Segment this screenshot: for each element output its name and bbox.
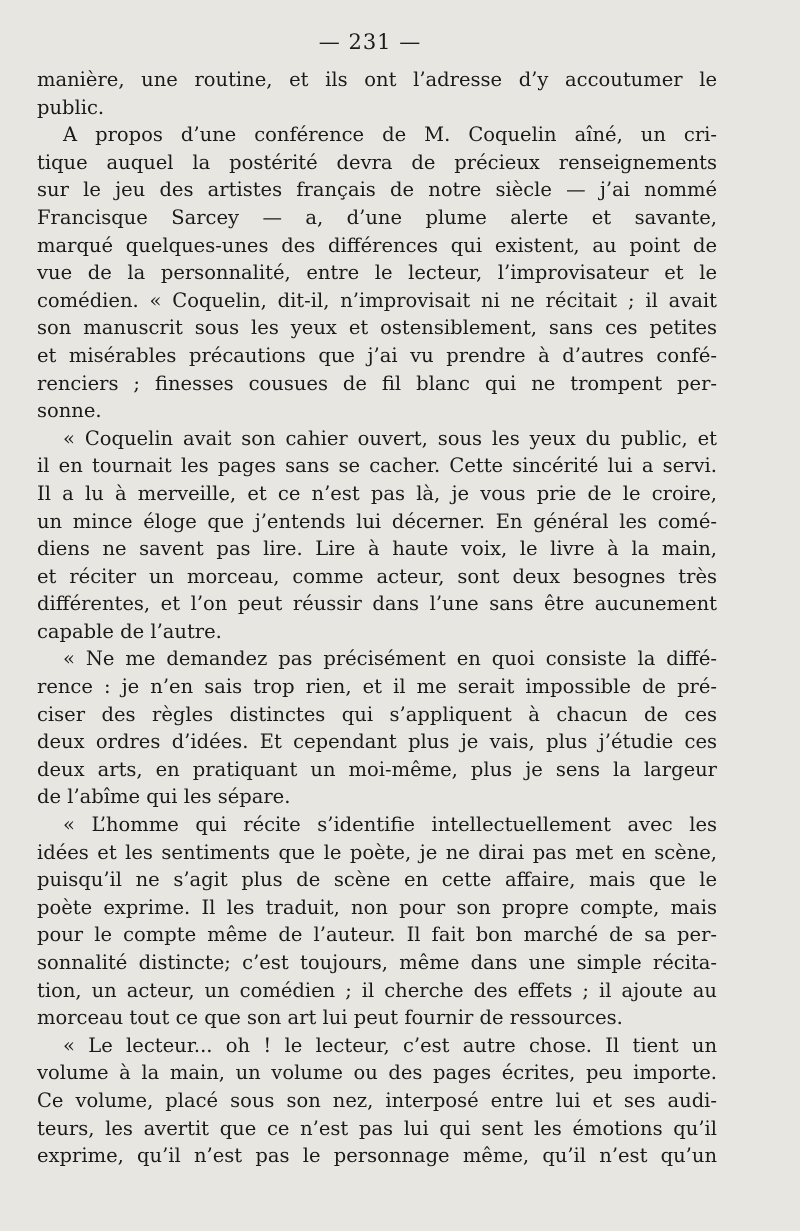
text-line: pour le compte même de l’auteur. Il fait bon marché de sa per- (37, 923, 717, 947)
text-line: « Le lecteur... oh ! le lecteur, c’est autre chose. Il tient un (63, 1033, 717, 1057)
text-line: ciser des règles distinctes qui s’appliquent à chacun de ces (37, 702, 717, 726)
text-line: Ce volume, placé sous son nez, interposé entre lui et ses audi- (37, 1088, 717, 1112)
page-text (37, 66, 717, 1170)
text-line: morceau tout ce que son art lui peut fournir de ressources. (37, 1006, 623, 1030)
text-line: comédien. « Coquelin, dit-il, n’improvisait ni ne récitait ; il avait (37, 288, 717, 312)
text-line: renciers ; finesses cousues de fil blanc qui ne trompent per- (37, 371, 717, 395)
text-line: exprime, qu’il n’est pas le personnage même, qu’il n’est qu’un (37, 1144, 717, 1168)
text-line: diens ne savent pas lire. Lire à haute voix, le livre à la main, (37, 537, 717, 561)
text-line: Il a lu à merveille, et ce n’est pas là, je vous prie de le croire, (37, 481, 717, 505)
text-line: volume à la main, un volume ou des pages écrites, peu importe. (37, 1061, 717, 1085)
text-line: A propos d’une conférence de M. Coquelin aîné, un cri- (63, 123, 717, 147)
text-line: « L’homme qui récite s’identifie intellectuellement avec les (63, 813, 717, 837)
text-line: poète exprime. Il les traduit, non pour son propre compte, mais (37, 895, 717, 919)
text-line: Francisque Sarcey — a, d’une plume alerte et savante, (37, 205, 717, 229)
text-line: rence : je n’en sais trop rien, et il me serait impossible de pré- (37, 675, 717, 699)
text-line: et misérables précautions que j’ai vu prendre à d’autres confé- (37, 343, 717, 367)
text-line: son manuscrit sous les yeux et ostensiblement, sans ces petites (37, 316, 717, 340)
text-line: tique auquel la postérité devra de précieux renseignements (37, 150, 717, 174)
text-line: capable de l’autre. (37, 619, 222, 643)
text-line: de l’abîme qui les sépare. (37, 785, 291, 809)
text-line: puisqu’il ne s’agit plus de scène en cette affaire, mais que le (37, 868, 717, 892)
text-line: deux arts, en pratiquant un moi-même, plus je sens la largeur (37, 757, 717, 781)
page-number: — 231 — (318, 30, 422, 54)
text-line: manière, une routine, et ils ont l’adresse d’y accoutumer le (37, 68, 717, 91)
text-line: vue de la personnalité, entre le lecteur, l’improvisateur et le (37, 261, 717, 285)
text-line: il en tournait les pages sans se cacher. Cette sincérité lui a servi. (37, 454, 717, 478)
text-line: sur le jeu des artistes français de notre siècle — j’ai nommé (37, 178, 717, 202)
text-line: et réciter un morceau, comme acteur, sont deux besognes très (37, 564, 717, 588)
text-line: public. (37, 95, 105, 119)
text-line: sonne. (37, 399, 102, 423)
text-line: deux ordres d’idées. Et cependant plus je vais, plus j’étudie ces (37, 730, 717, 754)
text-line: teurs, les avertit que ce n’est pas lui qui sent les émotions qu’il (37, 1116, 717, 1140)
text-line: un mince éloge que j’entends lui décerner. En général les comé- (37, 509, 717, 533)
text-line: « Ne me demandez pas précisément en quoi consiste la diffé- (63, 647, 717, 671)
text-line: idées et les sentiments que le poète, je ne dirai pas met en scène, (37, 840, 717, 864)
text-line: tion, un acteur, un comédien ; il cherche des effets ; il ajoute au (37, 978, 717, 1002)
text-line: sonnalité distincte; c’est toujours, même dans une simple récita- (37, 951, 717, 974)
text-line: « Coquelin avait son cahier ouvert, sous les yeux du public, et (63, 426, 717, 450)
text-line: marqué quelques-unes des différences qui existent, au point de (37, 233, 717, 257)
text-line: différentes, et l’on peut réussir dans l’une sans être aucunement (37, 592, 717, 616)
